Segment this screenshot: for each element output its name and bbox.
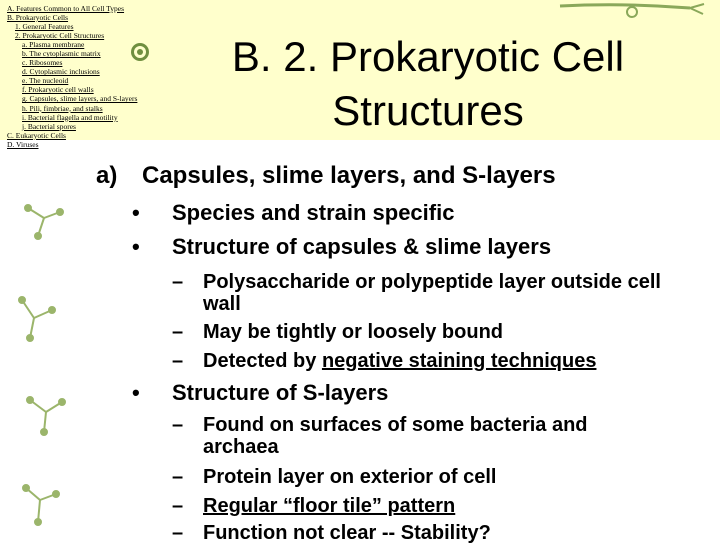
dash-icon: – bbox=[172, 522, 184, 544]
left-motif-2 bbox=[19, 297, 55, 341]
left-motif-1 bbox=[25, 205, 63, 239]
left-motif-4 bbox=[23, 485, 59, 525]
outline-link[interactable]: 1. General Features bbox=[15, 22, 74, 32]
dash-icon: – bbox=[172, 414, 184, 436]
sub-point-prefix: Detected by bbox=[203, 350, 322, 372]
bullet-text: Structure of S-layers bbox=[172, 380, 389, 405]
outline-link[interactable]: D. Viruses bbox=[7, 139, 39, 149]
bullet-icon: • bbox=[132, 234, 140, 259]
sub-point-text: Polysaccharide or polypeptide layer outside cell wall bbox=[203, 271, 661, 315]
bullet-item bbox=[132, 234, 551, 260]
bullet-item bbox=[132, 380, 388, 406]
bullet-icon: • bbox=[132, 380, 140, 405]
outline-link[interactable]: d. Cytoplasmic inclusions bbox=[22, 67, 100, 77]
negative-staining-link[interactable]: negative staining techniques bbox=[321, 350, 597, 372]
sub-point-text: Found on surfaces of some bacteria and archaea bbox=[203, 414, 588, 458]
bullet-icon: • bbox=[132, 200, 140, 225]
outline-link[interactable]: j. Bacterial spores bbox=[22, 121, 76, 131]
outline-link[interactable]: a. Plasma membrane bbox=[22, 40, 85, 50]
dash-icon: – bbox=[172, 321, 184, 343]
outline-link[interactable]: B. Prokaryotic Cells bbox=[7, 13, 69, 23]
slide-title-line2: Structures bbox=[332, 87, 524, 134]
sub-point-text: Protein layer on exterior of cell bbox=[203, 466, 497, 488]
bullet-text: Structure of capsules & slime layers bbox=[172, 234, 552, 259]
left-motif-3 bbox=[27, 397, 65, 435]
outline-link[interactable]: A. Features Common to All Cell Types bbox=[7, 4, 125, 13]
sub-point-text: Regular “floor tile” pattern bbox=[203, 495, 456, 517]
outline-link[interactable]: g. Capsules, slime layers, and S-layers bbox=[22, 94, 138, 104]
outline-link[interactable]: f. Prokaryotic cell walls bbox=[22, 85, 94, 95]
section-marker: a) bbox=[96, 162, 118, 189]
dash-icon: – bbox=[172, 466, 184, 488]
outline-link[interactable]: i. Bacterial flagella and motility bbox=[22, 112, 118, 122]
outline-link[interactable]: h. Pili, fimbriae, and stalks bbox=[22, 103, 103, 113]
bullet-text: Species and strain specific bbox=[172, 200, 455, 225]
outline-link[interactable]: 2. Prokaryotic Cell Structures bbox=[15, 31, 105, 41]
sub-point-text: Function not clear -- Stability? bbox=[203, 522, 491, 544]
dash-icon: – bbox=[172, 495, 184, 517]
outline-link[interactable]: b. The cytoplasmic matrix bbox=[22, 49, 101, 59]
slide-title-line1: B. 2. Prokaryotic Cell bbox=[231, 33, 625, 80]
outline-link[interactable]: c. Ribosomes bbox=[22, 58, 63, 68]
outline-link[interactable]: C. Eukaryotic Cells bbox=[7, 130, 66, 140]
outline-link[interactable]: e. The nucleoid bbox=[22, 76, 69, 86]
section-heading bbox=[96, 162, 556, 190]
dash-icon: – bbox=[172, 350, 184, 372]
sub-point-text bbox=[203, 350, 683, 372]
bullet-item bbox=[132, 200, 454, 226]
section-heading-text: Capsules, slime layers, and S-layers bbox=[142, 162, 556, 189]
dash-icon: – bbox=[172, 271, 184, 293]
sub-point-text: May be tightly or loosely bound bbox=[203, 321, 504, 343]
slide-title bbox=[148, 30, 708, 138]
